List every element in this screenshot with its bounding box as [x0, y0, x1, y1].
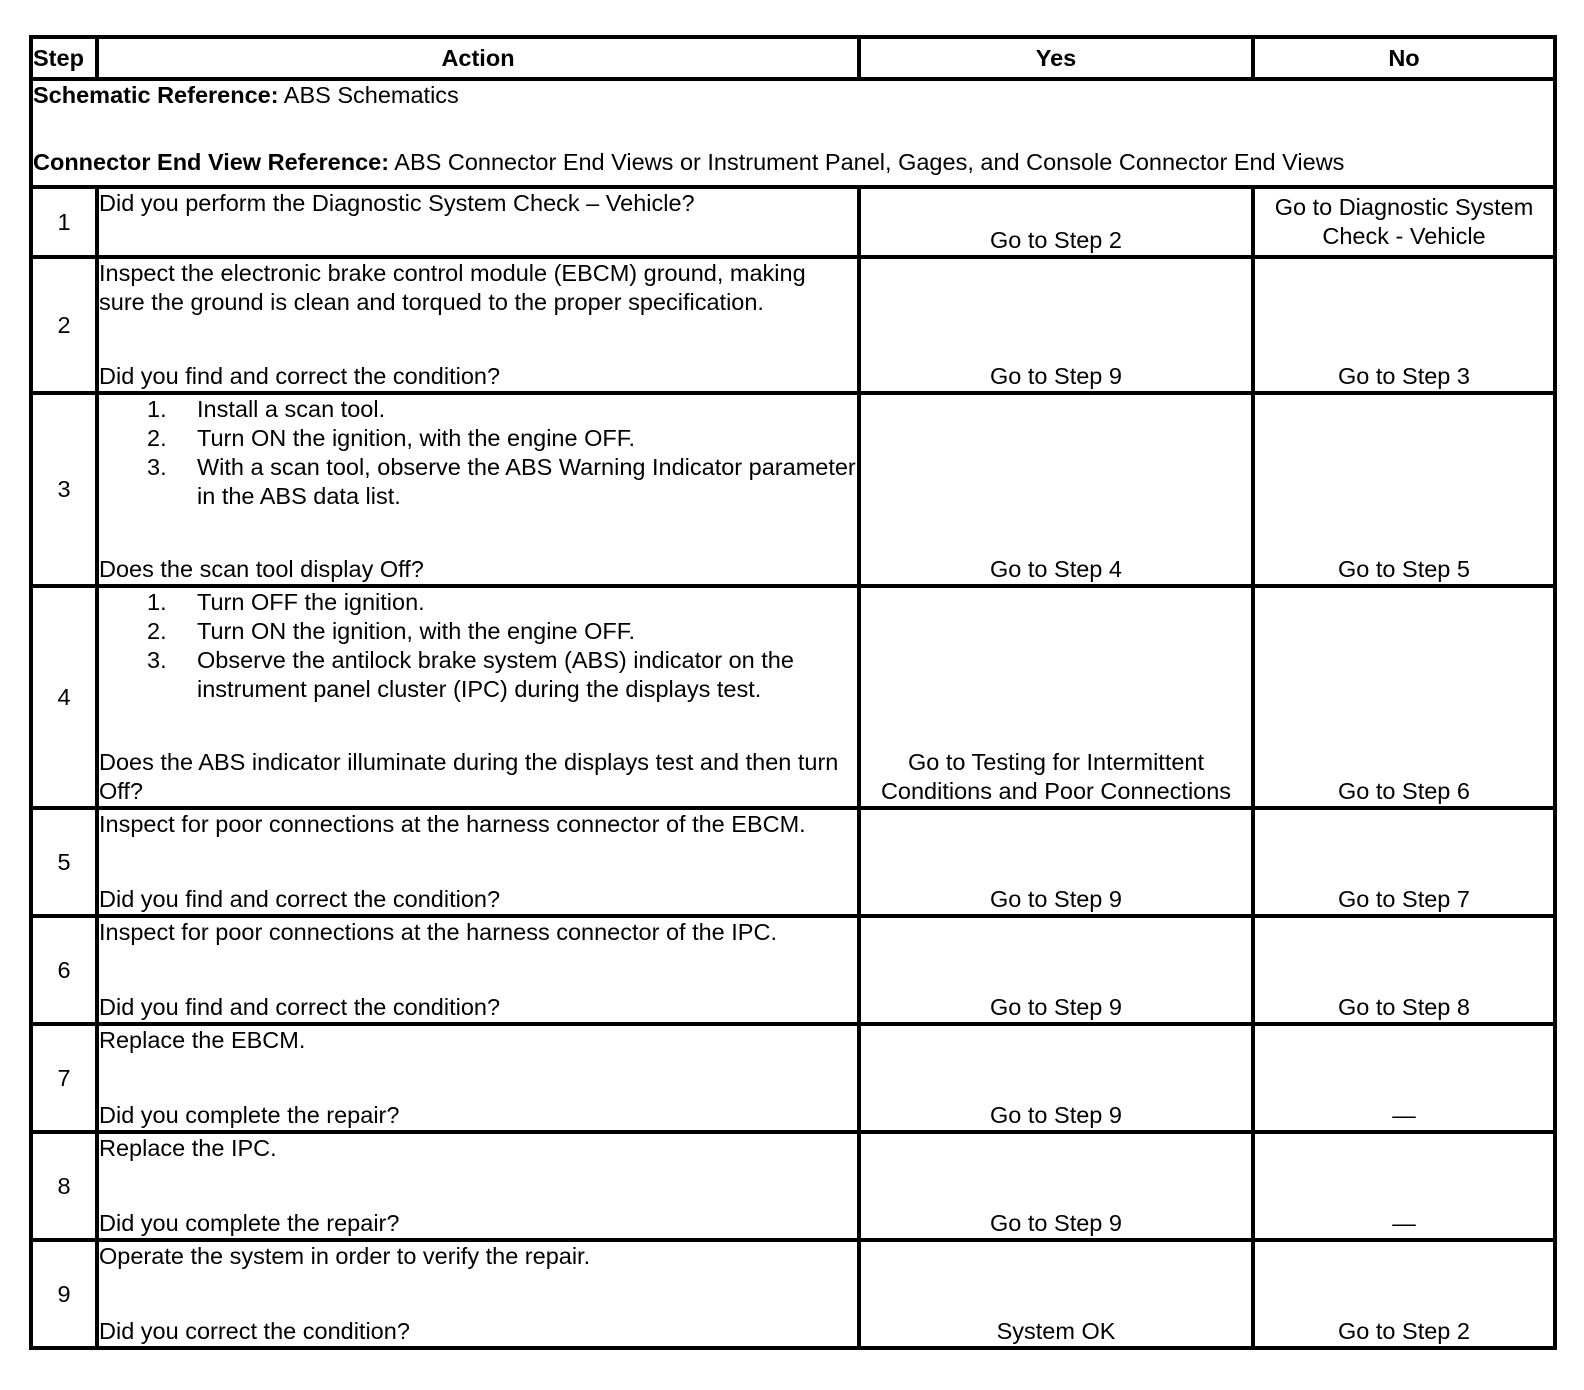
no-cell: Go to Step 3 [1253, 257, 1555, 393]
substep-number: 1. [147, 589, 167, 615]
substep-list [99, 588, 857, 704]
header-no: No [1253, 37, 1555, 79]
action-text: Operate the system in order to verify the repair. [99, 1243, 591, 1269]
no-cell: — [1253, 1024, 1555, 1132]
connector-reference-label: Connector End View Reference: [33, 149, 390, 175]
step-row-6 [31, 916, 1555, 1024]
action-content [99, 259, 857, 391]
step-number: 1 [31, 187, 97, 257]
step-number: 5 [31, 808, 97, 916]
action-content [99, 1134, 857, 1238]
substep-number: 2. [147, 425, 167, 451]
substep-text: Install a scan tool. [197, 396, 386, 422]
action-content [99, 588, 857, 806]
yes-cell: Go to Step 9 [859, 1024, 1253, 1132]
yes-cell: Go to Step 2 [859, 187, 1253, 257]
substep-number: 3. [147, 454, 167, 480]
action-text: Inspect for poor connections at the harness connector of the IPC. [99, 919, 777, 945]
diagnostic-table [29, 35, 1557, 1350]
schematic-reference [33, 81, 1553, 110]
action-text: Replace the EBCM. [99, 1027, 306, 1053]
step-row-8 [31, 1132, 1555, 1240]
action-question: Did you complete the repair? [99, 1102, 400, 1128]
no-cell: Go to Step 2 [1253, 1240, 1555, 1348]
step-row-9 [31, 1240, 1555, 1348]
action-question: Did you find and correct the condition? [99, 363, 501, 389]
action-text: Did you perform the Diagnostic System Check – Vehicle? [99, 190, 695, 216]
action-cell [97, 1240, 859, 1348]
substep-item [99, 646, 857, 704]
action-question: Did you complete the repair? [99, 1210, 400, 1236]
yes-cell: Go to Step 9 [859, 916, 1253, 1024]
action-content [99, 395, 857, 584]
no-cell: Go to Diagnostic System Check - Vehicle [1253, 187, 1555, 257]
header-row [31, 37, 1555, 79]
step-row-1 [31, 187, 1555, 257]
step-row-5 [31, 808, 1555, 916]
step-number: 4 [31, 586, 97, 808]
connector-reference-value: ABS Connector End Views or Instrument Panel, Gages, and Console Connector End Views [389, 149, 1345, 175]
action-content [99, 1242, 857, 1346]
substep-text: Turn ON the ignition, with the engine OFF. [197, 425, 636, 451]
action-cell [97, 1132, 859, 1240]
yes-cell: System OK [859, 1240, 1253, 1348]
yes-cell: Go to Step 4 [859, 393, 1253, 586]
no-cell: Go to Step 5 [1253, 393, 1555, 586]
schematic-reference-label: Schematic Reference: [33, 82, 279, 108]
header-step: Step [31, 37, 97, 79]
action-content [99, 1026, 857, 1130]
substep-list [99, 395, 857, 511]
substep-item [99, 617, 857, 646]
yes-cell: Go to Testing for Intermittent Conditions and Poor Connections [859, 586, 1253, 808]
action-cell [97, 586, 859, 808]
substep-text: Turn ON the ignition, with the engine OFF. [197, 618, 636, 644]
no-cell: — [1253, 1132, 1555, 1240]
action-question: Does the ABS indicator illuminate during the displays test and then turn Off? [99, 749, 839, 804]
header-action: Action [97, 37, 859, 79]
substep-item [99, 588, 857, 617]
step-row-7 [31, 1024, 1555, 1132]
reference-spacer [33, 110, 1553, 148]
no-cell: Go to Step 8 [1253, 916, 1555, 1024]
schematic-reference-value: ABS Schematics [278, 82, 459, 108]
step-row-3 [31, 393, 1555, 586]
action-cell [97, 187, 859, 257]
header-yes: Yes [859, 37, 1253, 79]
yes-cell: Go to Step 9 [859, 808, 1253, 916]
action-cell [97, 916, 859, 1024]
action-cell [97, 257, 859, 393]
step-number: 8 [31, 1132, 97, 1240]
substep-item [99, 453, 857, 511]
connector-reference [33, 148, 1553, 177]
action-content [99, 810, 857, 914]
step-number: 6 [31, 916, 97, 1024]
step-number: 2 [31, 257, 97, 393]
substep-text: With a scan tool, observe the ABS Warning Indicator parameter in the ABS data list. [197, 454, 856, 509]
action-question: Did you find and correct the condition? [99, 886, 501, 912]
substep-text: Turn OFF the ignition. [197, 589, 425, 615]
step-row-2 [31, 257, 1555, 393]
step-number: 3 [31, 393, 97, 586]
action-text: Inspect the electronic brake control module (EBCM) ground, making sure the ground is clean and torqued to the proper specification. [99, 260, 806, 315]
substep-number: 3. [147, 647, 167, 673]
reference-cell [31, 79, 1555, 187]
no-cell: Go to Step 6 [1253, 586, 1555, 808]
action-text: Replace the IPC. [99, 1135, 277, 1161]
step-row-4 [31, 586, 1555, 808]
action-cell [97, 393, 859, 586]
action-question: Does the scan tool display Off? [99, 556, 424, 582]
yes-cell: Go to Step 9 [859, 1132, 1253, 1240]
action-question: Did you correct the condition? [99, 1318, 410, 1344]
substep-item [99, 395, 857, 424]
reference-row [31, 79, 1555, 187]
substep-number: 1. [147, 396, 167, 422]
step-number: 7 [31, 1024, 97, 1132]
substep-text: Observe the antilock brake system (ABS) indicator on the instrument panel cluster (IPC) during the displays test. [197, 647, 794, 702]
action-question: Did you find and correct the condition? [99, 994, 501, 1020]
step-number: 9 [31, 1240, 97, 1348]
substep-number: 2. [147, 618, 167, 644]
action-content [99, 918, 857, 1022]
action-cell [97, 1024, 859, 1132]
action-text: Inspect for poor connections at the harness connector of the EBCM. [99, 811, 806, 837]
no-cell: Go to Step 7 [1253, 808, 1555, 916]
action-cell [97, 808, 859, 916]
substep-item [99, 424, 857, 453]
yes-cell: Go to Step 9 [859, 257, 1253, 393]
